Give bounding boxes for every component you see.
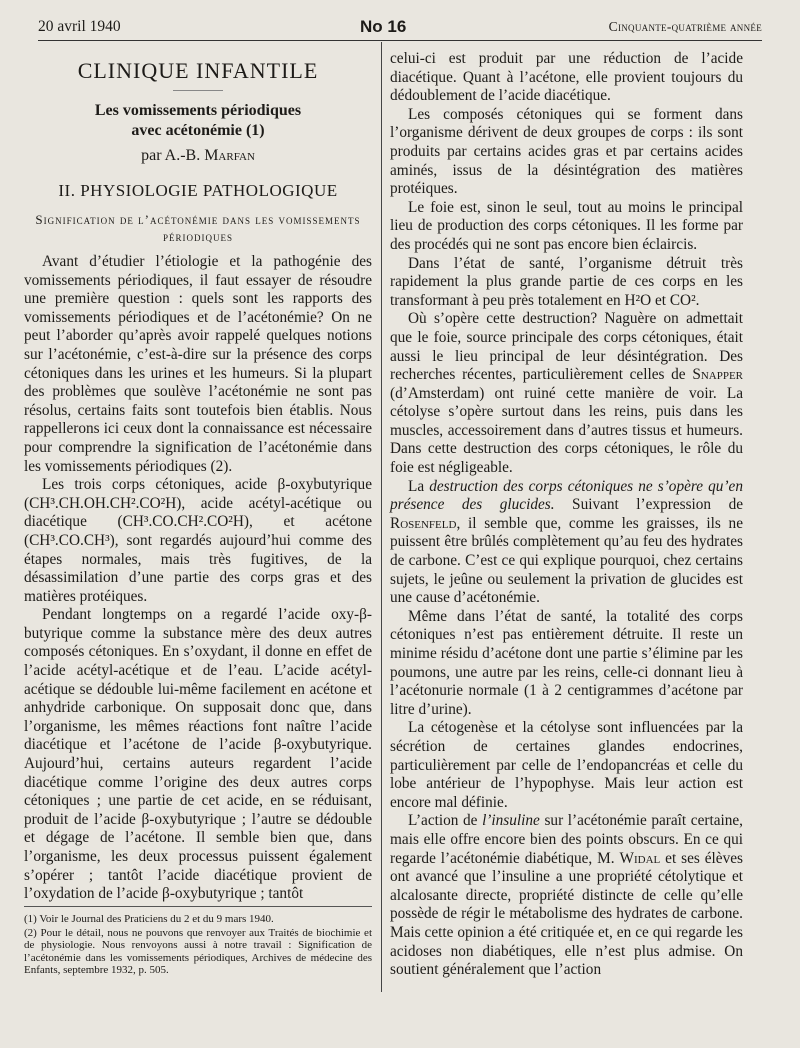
text-run: Suivant l’expression de [554, 496, 744, 514]
paragraph [390, 478, 743, 608]
author-prefix: par A.-B. [141, 147, 201, 164]
paragraph [390, 310, 743, 477]
rubric-rule [173, 90, 223, 91]
text-run: La [408, 477, 430, 495]
cited-author: Widal [619, 849, 661, 867]
cited-author: Snapper [692, 366, 743, 384]
footnote-1: (1) Voir le Journal des Praticiens du 2 et du 9 mars 1940. [24, 913, 274, 925]
text-run: (d’Amsterdam) ont ruiné cette manière de voir. La cétolyse s’opère surtout dans les reins, puis dans les muscles, accessoirement dans d’autres tissus et humeurs. Dans cette destruction des corps cétoniques, le rôle du foie est négligeable. [390, 384, 743, 477]
emphasis: destruction des corps cétoniques ne s’opère qu’en présence des glucides. [390, 477, 743, 514]
left-column [24, 52, 372, 904]
issue-number: No 16 [360, 17, 407, 36]
footnotes [24, 906, 372, 977]
author-name: Marfan [204, 147, 255, 164]
text-run: Où s’opère cette destruction? Naguère on admettait que le foie, source principale des corps cétoniques, était aussi le lieu principal de leur désintégration. Des recherches récentes, particulièrement celles de [390, 310, 743, 384]
paragraph: celui-ci est produit par une réduction de l’acide diacétique. Quant à l’acétone, elle provient toujours du dédoublement de l’acide diacétique. [390, 50, 743, 105]
paragraph: Le foie est, sinon le seul, tout au moins le principal lieu de production des corps cétoniques. Il les forme par des procédés qui ne sont pas encore bien éclaircis. [390, 198, 743, 253]
paragraph: Pendant longtemps on a regardé l’acide oxy-β-butyrique comme la substance mère des deux autres composés cétoniques. En s’oxydant, il donne en effet de l’acide acétyl-acétique et de l’eau. L’acide acétyl-acétique se dédouble lui-même facilement en acétone et anhydride carbonique. On supposait donc que, dans l’organisme, les mêmes réactions font naître l’acide diacétique et l’acétone de l’acide β-oxybutyrique. Aujourd’hui, certains auteurs regardent l’acide diacétique comme l’origine des deux autres corps cétoniques ; une partie de cet acide, en se réduisant, produit de l’acide β-oxybutyrique ; l’autre se dédouble et dégage de l’acétone. Il semble bien que, dans l’organisme, les deux processus puissent également s’opérer ; tantôt l’acide diacétique provient de l’oxydation de l’acide β-oxybutyrique ; tantôt [24, 606, 372, 903]
issue-date: 20 avril 1940 [38, 18, 121, 35]
cited-author: Rosenfeld [390, 514, 457, 532]
text-run: , il semble que, comme les graisses, ils ne puissent être brûlés complètement qu’au feu des hydrates de carbone. C’est ce qui explique pourquoi, chez certains sujets, le jeûne ou seulement la privation de glucides est une cause d’acétonémie. [390, 514, 743, 607]
emphasis: l’insuline [482, 812, 540, 830]
text-run: et ses élèves ont avancé que l’insuline a une propriété cétolytique et alcalosante directe, propriété distincte de celle qu’elle possède de régir le métabolisme des hydrates de carbone. Mais cette opinion a été critiquée et, en ce qui regarde les acidoses non diabétiques, elle n’est plus admise. On soutient généralement que l’action [390, 849, 743, 979]
paragraph: La cétogenèse et la cétolyse sont influencées par la sécrétion de certaines glandes endocrines, particulièrement par celle de l’endopancréas et celle du lobe antérieur de l’hypophyse. Mais leur action est encore mal définie. [390, 719, 743, 811]
section-heading: II. PHYSIOLOGIE PATHOLOGIQUE [58, 181, 338, 200]
column-divider [381, 42, 382, 992]
text-run: L’action de [408, 812, 483, 830]
article-title-line2: avec acétonémie (1) [131, 122, 265, 139]
paragraph: Avant d’étudier l’étiologie et la pathogénie des vomissements périodiques, il faut essayer de résoudre une première question : quels sont les rapports des vomissements périodiques et de l’acétonémie? On ne peut l’aborder qu’après avoir rappelé quelques notions sur l’acétonémie, c’est-à-dire sur la présence des corps cétoniques dans les urines et les humeurs. Si la plupart des problèmes que soulève l’acétonémie ne sont pas résolus, certains faits sont toutefois bien établis. Nous rappellerons ici ceux dont la connaissance est nécessaire pour comprendre la signification de l’acétonémie dans les vomissements périodiques (2). [24, 253, 372, 475]
volume-year: Cinquante-quatrième année [608, 19, 762, 34]
footnote-2: (2) Pour le détail, nous ne pouvons que renvoyer aux Traités de biochimie et de physiologie. Nous renvoyons aussi à notre travail : Signification de l’acétonémie dans les vomissements périodiques, Archives de médecine des Enfants, septembre 1932, p. 505. [24, 926, 372, 976]
article-title-line1: Les vomissements périodiques [94, 102, 302, 119]
paragraph: Dans l’état de santé, l’organisme détruit très rapidement la plus grande partie de ces corps en les transformant à peu près totalement en H²O et CO². [390, 254, 743, 309]
author-line [24, 147, 372, 165]
subsection-heading: Signification de l’acétonémie dans les vomissements périodiques [35, 212, 361, 244]
article-title [24, 101, 372, 141]
paragraph [390, 812, 743, 979]
paragraph: Même dans l’état de santé, la totalité des corps cétoniques n’est pas entièrement détruite. Il reste un minime résidu d’acétone dont une partie s’élimine par les poumons, une autre par les reins, celle-ci donnant lieu à l’acétonurie normale (1 à 2 centigrammes d’acétone par litre d’urine). [390, 607, 743, 718]
running-header [38, 16, 762, 41]
rubric-title: CLINIQUE INFANTILE [77, 58, 319, 83]
paragraph: Les trois corps cétoniques, acide β-oxybutyrique (CH³.CH.OH.CH².CO²H), acide acétyl-acétique ou diacétique (CH³.CO.CH².CO²H), et acétone (CH³.CO.CH³), sont regardés aujourd’hui comme des étapes normales, mais très fugitives, de la désassimilation d’une partie des corps gras et des matières protéiques. [24, 476, 372, 605]
paragraph: Les composés cétoniques qui se forment dans l’organisme dérivent de deux groupes de corps : ils sont produits par certains acides gras et par certains acides aminés, issus de la désintégration des matières protéiques. [390, 105, 743, 198]
right-column [390, 50, 743, 980]
text-run: sur l’acétonémie paraît certaine, mais elle offre encore bien des points obscurs. En ce qui regarde l’acétonémie diabétique, M. [390, 812, 743, 867]
